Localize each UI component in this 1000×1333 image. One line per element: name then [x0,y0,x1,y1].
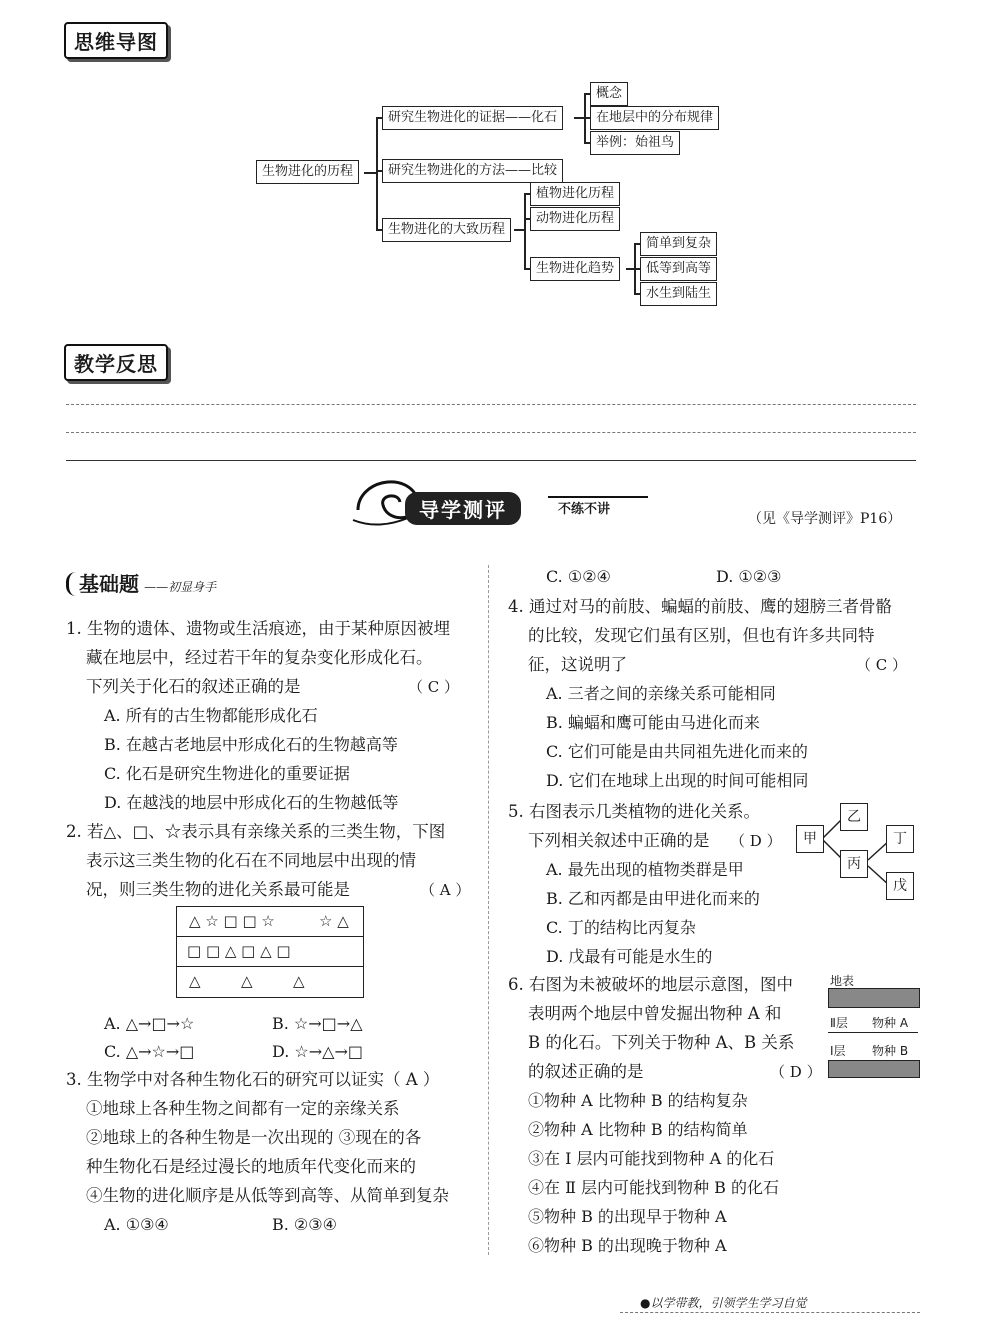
mind-map-concept: 概念 [590,82,628,106]
species-b-label: 物种 B [872,1044,909,1058]
statement-2: ②物种 A 比物种 B 的结构简单 [528,1120,748,1139]
divider [66,460,916,461]
banner-subtitle: 不练不讲 [558,502,611,517]
statement-6: ⑥物种 B 的出现晚于物种 A [528,1236,727,1255]
mind-map-history: 生物进化的大致历程 [382,218,511,242]
mind-map-animal-history: 动物进化历程 [530,207,620,231]
option-c: C. △→☆→□ [104,1042,195,1061]
mind-map-root: 生物进化的历程 [256,160,359,184]
mind-map-method: 研究生物进化的方法——比较 [382,159,563,183]
question-text: 况，则三类生物的进化关系最可能是 [86,880,350,899]
option-a: A. 三者之间的亲缘关系可能相同 [546,684,776,703]
species-a-label: 物种 A [872,1016,909,1030]
basic-questions-heading [66,568,216,597]
basic-title: 基础题 [66,572,139,596]
option-c: C. ①②④ [546,567,611,586]
option-d: D. 在越浅的地层中形成化石的生物越低等 [104,793,399,812]
mind-map-simple-complex: 简单到复杂 [640,232,717,256]
question-text: 的叙述正确的是 [528,1062,644,1081]
question-text: 征，这说明了 [528,655,627,674]
question-text: 下列关于化石的叙述正确的是 [86,677,301,696]
option-b: B. 蝙蝠和鹰可能由马进化而来 [546,713,760,732]
question-text: 2. 若△、□、☆表示具有亲缘关系的三类生物，下图 [66,822,446,841]
option-d: D. ①②③ [716,567,782,586]
answer-mark: （ C ） [856,656,908,674]
node-jia: 甲 [796,825,824,853]
footer-line [620,1312,920,1313]
statement-3: ③在 Ⅰ 层内可能找到物种 A 的化石 [528,1149,775,1168]
writing-line [66,432,916,433]
mind-map-plant-history: 植物进化历程 [530,182,620,206]
writing-line [66,404,916,405]
statement-1: ①物种 A 比物种 B 的结构复杂 [528,1091,748,1110]
column-divider [488,565,489,1255]
node-bing: 丙 [840,850,868,878]
banner-reference: （见《导学测评》P16） [748,511,902,527]
option-b: B. 乙和丙都是由甲进化而来的 [546,889,760,908]
node-wu: 戊 [886,872,914,900]
footer-slogan: ●以学带教，引领学生学习自觉 [640,1296,807,1310]
option-d: D. ☆→△→□ [272,1042,364,1061]
question-text: 4. 通过对马的前肢、蝙蝠的前肢、鹰的翅膀三者骨骼 [508,597,892,616]
question-text: 的比较，发现它们虽有区别，但也有许多共同特 [528,626,875,645]
option-a: A. 最先出现的植物类群是甲 [546,860,744,879]
statement-5: ⑤物种 B 的出现早于物种 A [528,1207,727,1226]
option-a: A. ①③④ [104,1215,169,1234]
question-text: 5. 右图表示几类植物的进化关系。 [508,802,760,821]
banner-title: 导学测评 [405,492,521,525]
answer-mark: （ C ） [408,678,460,696]
question-text: 藏在地层中，经过若干年的复杂变化形成化石。 [86,648,433,667]
mind-map-evidence: 研究生物进化的证据——化石 [382,106,563,130]
mind-map-distribution: 在地层中的分布规律 [590,106,719,130]
answer-mark: （ A ） [420,881,471,899]
option-d: D. 它们在地球上出现的时间可能相同 [546,771,809,790]
question-text: ②地球上的各种生物是一次出现的 ③现在的各 [86,1128,422,1147]
question-text: 下列相关叙述中正确的是 [528,831,710,850]
mind-map-example: 举例：始祖鸟 [590,131,680,155]
layer-1-label: Ⅰ层 [830,1044,846,1058]
question-text: 表明两个地层中曾发掘出物种 A 和 [528,1004,782,1023]
question-text: 种生物化石是经过漫长的地质年代变化而来的 [86,1157,416,1176]
option-b: B. ②③④ [272,1215,337,1234]
node-ding: 丁 [886,825,914,853]
question-text: ①地球上各种生物之间都有一定的亲缘关系 [86,1099,400,1118]
question-text: B 的化石。下列关于物种 A、B 关系 [528,1033,795,1052]
option-b: B. 在越古老地层中形成化石的生物越高等 [104,735,398,754]
surface-label: 地表 [830,974,855,988]
mind-map-trend: 生物进化趋势 [530,257,620,281]
mind-map-heading: 思维导图 [64,22,168,59]
question-text: ④生物的进化顺序是从低等到高等、从简单到复杂 [86,1186,449,1205]
option-d: D. 戊最有可能是水生的 [546,947,713,966]
option-c: C. 丁的结构比丙复杂 [546,918,696,937]
mind-map-water-land: 水生到陆生 [640,282,717,306]
question-text: 6. 右图为未被破坏的地层示意图，图中 [508,975,793,994]
answer-mark: （ D ） [730,832,782,850]
reflection-heading: 教学反思 [64,344,168,381]
question-text: 表示这三类生物的化石在不同地层中出现的情 [86,851,416,870]
answer-mark: （ D ） [770,1063,822,1081]
fossil-strata-figure: △ ☆ □ □ ☆ ☆ △ □ □ △ □ △ □ △ △ △ [176,906,364,998]
mind-map-low-high: 低等到高等 [640,257,717,281]
option-a: A. 所有的古生物都能形成化石 [104,706,318,725]
option-a: A. △→□→☆ [104,1014,195,1033]
node-yi: 乙 [840,803,868,831]
layer-2-label: Ⅱ层 [830,1016,848,1030]
question-text: 3. 生物学中对各种生物化石的研究可以证实（ A ） [66,1070,440,1089]
option-c: C. 化石是研究生物进化的重要证据 [104,764,350,783]
option-c: C. 它们可能是由共同祖先进化而来的 [546,742,808,761]
statement-4: ④在 Ⅱ 层内可能找到物种 B 的化石 [528,1178,779,1197]
basic-subtitle: ——初显身手 [144,580,217,594]
option-b: B. ☆→□→△ [272,1014,363,1033]
question-text: 1. 生物的遗体、遗物或生活痕迹，由于某种原因被埋 [66,619,450,638]
